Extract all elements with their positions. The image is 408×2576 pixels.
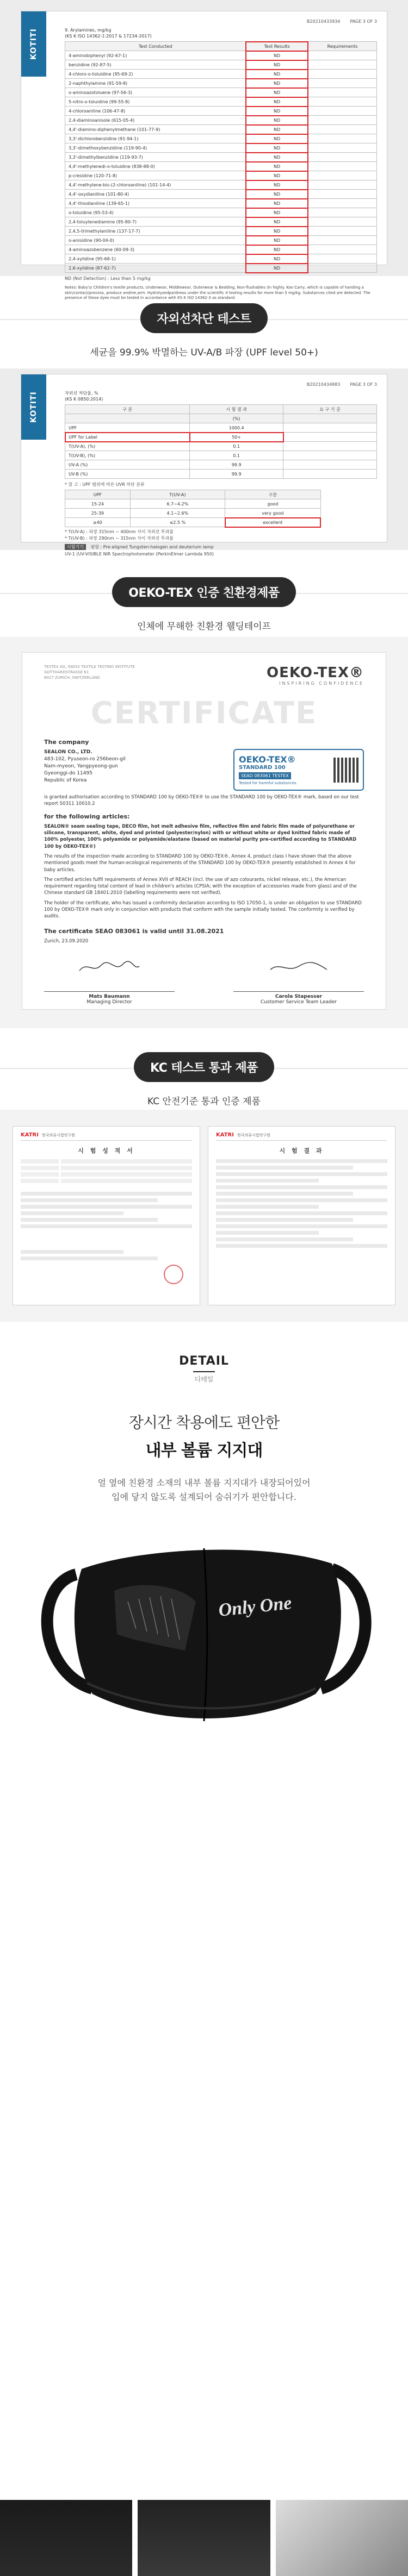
arylamines-report-section — [0, 0, 408, 301]
report-header — [65, 19, 377, 24]
table-row — [65, 208, 377, 217]
table-row — [65, 70, 377, 79]
cert-paragraph: The holder of the certificate, who has issued a conformity declaration according to ISO 17050-1, is under an obligation to use STANDARD 100 by OEKO-TEX® mark only in conjunction with products that conform with the sample initially tested. The conformity is verified by audits. — [44, 900, 362, 920]
row-label: 4-chloro-o-toluidine (95-69-2) — [65, 70, 246, 79]
table-row — [65, 162, 377, 171]
ref-note: * T(UV-B) : 파장 290nm ~ 315nm 사이 자외선 투과율 — [65, 535, 174, 541]
row-requirement — [308, 70, 376, 79]
table-row — [65, 254, 377, 264]
black-mask-illustration — [0, 1509, 408, 1748]
row-value: ND — [246, 107, 308, 116]
certificate-title: CERTIFICATE — [90, 696, 318, 731]
detail-desc-line: 입에 닿지 않도록 설계되어 숨쉬기가 편안합니다. — [112, 1491, 296, 1502]
row-requirement — [308, 180, 376, 190]
table-row — [65, 143, 377, 153]
intro-line: (KS K ISO 14362-1:2017 & 17234-2017) — [65, 34, 152, 39]
table-row — [65, 227, 377, 236]
table-row — [65, 88, 377, 97]
kc-org: 한국의류시험연구원 — [41, 1133, 75, 1137]
address-line: 483-102, Pyuseon-ro 256beon-gil — [44, 756, 126, 762]
row-label: 4,4'-thiodianiline (139-65-1) — [65, 199, 246, 208]
row-value: 1000.4 — [190, 423, 283, 433]
ref-col-header: T(UV-A) — [130, 490, 225, 499]
col-sub — [65, 414, 190, 423]
col-header: 요 구 기 준 — [283, 405, 377, 414]
company-block — [44, 749, 364, 791]
row-label: 3,3'-dimethoxybenzidine (119-90-4) — [65, 143, 246, 153]
kc-test-results — [208, 1126, 395, 1305]
row-value: 99.9 — [190, 460, 283, 470]
uv-report-section — [0, 368, 408, 557]
equip-desc: UV-1 (UV-VISIBLE NIR Spectrophotometer (PerkinElmer Lambda 950) — [65, 551, 214, 557]
signature-right — [233, 960, 364, 1005]
row-requirement — [308, 245, 376, 254]
kotiti-logo: KOTITI — [21, 374, 46, 440]
row-requirement — [283, 470, 377, 479]
row-label: 4-aminobiphenyl (92-67-1) — [65, 51, 246, 60]
table-row — [65, 180, 377, 190]
mask-print-text: Only One — [217, 1593, 293, 1621]
row-value: 99.9 — [190, 470, 283, 479]
table-row — [65, 470, 377, 479]
uv-section-title: 자외선차단 테스트 — [140, 303, 267, 333]
cert-paragraph: The certified articles fulfil requirements of Annex XVII of REACH (incl. the use of azo colourants, nickel release, etc.), the American requirement regarding total content of lead in children's articles (CPSIA; with the exception of accessories made from glass) and of the Chinese standard GB 18401:2010 (labelling requirements were not verified). — [44, 877, 357, 896]
arylamines-table-body — [65, 51, 377, 273]
row-label: 2,4,5-trimethylaniline (137-17-7) — [65, 227, 246, 236]
bottom-photo-strip — [0, 2500, 408, 2576]
detail-line-1: 장시간 착용에도 편안한 — [128, 1414, 280, 1431]
oeko-certificate — [22, 652, 386, 1010]
katri-logo: KATRI — [21, 1132, 39, 1138]
detail-subheading: 디테일 — [194, 1375, 214, 1383]
row-value: ND — [246, 217, 308, 227]
row-label: 4,4'-diamino-diphenylmethane (101-77-9) — [65, 125, 246, 134]
col-sub — [283, 414, 377, 423]
row-requirement — [308, 208, 376, 217]
col-header: 구 분 — [65, 405, 190, 414]
row-value: 0.1 — [190, 442, 283, 451]
table-row — [65, 433, 377, 442]
row-label: 4-chloroaniline (106-47-8) — [65, 107, 246, 116]
badge-line: Tested for harmful substances. — [239, 781, 298, 785]
kc-doc-title: 시 험 결 과 — [279, 1147, 324, 1154]
issuer-line: GOTTHARDSTRASSE 61 — [44, 670, 89, 674]
signature-scribble-icon — [233, 960, 364, 975]
row-label: p-cresidine (120-71-8) — [65, 171, 246, 180]
oeko-tex-logo — [267, 665, 364, 686]
row-value: ND — [246, 116, 308, 125]
signature-scribble-icon — [44, 960, 175, 975]
row-requirement — [308, 143, 376, 153]
col-header: Test Conducted — [65, 42, 246, 51]
table-row — [65, 107, 377, 116]
table-row — [65, 116, 377, 125]
row-label: UPF for Label — [65, 433, 190, 442]
table-row — [65, 245, 377, 254]
row-requirement — [308, 125, 376, 134]
kc-doc-title: 시 험 성 적 서 — [78, 1147, 135, 1154]
place-date: Zurich, 23.09.2020 — [44, 938, 89, 944]
address-line: Nam-myeon, Yangpyeong-gun — [44, 764, 118, 770]
detail-description — [0, 1476, 408, 1504]
ref-cell: 4.1~2.6% — [130, 509, 225, 518]
address-line: SEALON CO., LTD. — [44, 749, 92, 755]
row-label: T(UV-A), (%) — [65, 442, 190, 451]
row-label: UPF — [65, 423, 190, 433]
row-requirement — [308, 88, 376, 97]
issuer-line: 8027 ZURICH, SWITZERLAND — [44, 675, 100, 680]
oeko-logo-tagline: INSPIRING CONFIDENCE — [279, 681, 364, 686]
kotiti-logo: KOTITI — [21, 11, 46, 77]
report-doc-no: B20210434883 — [306, 382, 341, 387]
table-row — [65, 190, 377, 199]
row-label: o-aminoazotoluene (97-56-3) — [65, 88, 246, 97]
row-label: 4,4'-methylene-bis-(2-chloroaniline) (101-14-4) — [65, 180, 246, 190]
ref-note: * T(UV-A) : 파장 315nm ~ 400nm 사이 자외선 투과율 — [65, 529, 174, 535]
kc-doc-header — [21, 1132, 192, 1141]
equip-note — [65, 545, 377, 551]
row-label: 4,4'-oxydianiline (101-80-4) — [65, 190, 246, 199]
cert-paragraph: The results of the inspection made according to STANDARD 100 by OEKO-TEX®, Annex 4, product class I have shown that the above mentioned goods meet the human-ecological requirements of the STANDARD 100 by OEKO-TEX® presently established in Annex 4 for baby articles. — [44, 853, 356, 873]
ref-row — [65, 518, 321, 527]
report-header — [65, 382, 377, 387]
detail-line-2: 내부 볼륨 지지대 — [145, 1441, 263, 1460]
row-value: ND — [246, 79, 308, 88]
detail-desc-line: 얼 옆에 친환경 소재의 내부 볼륨 지지대가 내장되어있어 — [97, 1478, 311, 1488]
row-requirement — [283, 423, 377, 433]
granted-text: is granted authorisation according to STANDARD 100 by OEKO-TEX® to use the STANDARD 100 by OEKO-TEX® mark, based on our test report S0311 10010.2 — [44, 795, 359, 807]
table-row — [65, 451, 377, 460]
standard-100-badge — [233, 749, 364, 791]
row-label: 4,4'-methylenedi-o-toluidine (838-88-0) — [65, 162, 246, 171]
badge-standard: STANDARD 100 — [239, 765, 286, 771]
row-label: 2,6-xylidine (87-62-7) — [65, 264, 246, 273]
row-value: ND — [246, 60, 308, 70]
detail-heading: DETAIL — [179, 1354, 229, 1368]
row-value: ND — [246, 70, 308, 79]
row-value: 0.1 — [190, 451, 283, 460]
kc-info-grid — [21, 1159, 192, 1183]
ref-cell: excellent — [225, 518, 321, 527]
row-requirement — [308, 236, 376, 245]
row-label: 2,4-diaminoanisole (615-05-4) — [65, 116, 246, 125]
certificate-section — [0, 637, 408, 1028]
row-label: 4-aminoazobenzene (60-09-3) — [65, 245, 246, 254]
row-value: ND — [246, 134, 308, 143]
row-label: 2,4-toluylenediamine (95-80-7) — [65, 217, 246, 227]
uv-report — [21, 374, 387, 557]
intro-line: 자외선 차단율, % — [65, 391, 98, 396]
row-value: ND — [246, 264, 308, 273]
kc-section-title: KC 테스트 통과 제품 — [134, 1052, 274, 1082]
row-requirement — [308, 217, 376, 227]
row-value: ND — [246, 143, 308, 153]
col-sub: (%) — [190, 414, 283, 423]
row-label: 3,3'-dimethylbenzidine (119-93-7) — [65, 153, 246, 162]
company-address — [44, 749, 126, 791]
arylamines-table — [65, 41, 377, 273]
table-row — [65, 442, 377, 451]
signer-name: Carola Stapesser — [233, 991, 364, 999]
row-label: 5-nitro-o-toluidine (99-55-8) — [65, 97, 246, 107]
row-value: ND — [246, 162, 308, 171]
intro-line: 9. Arylamines, mg/kg — [65, 28, 112, 33]
signature-left — [44, 960, 175, 1005]
row-requirement — [308, 51, 376, 60]
company-label: The company — [44, 739, 89, 746]
row-value: ND — [246, 227, 308, 236]
seal-stamp-icon — [164, 1265, 183, 1284]
row-value: ND — [246, 180, 308, 190]
ref-cell: 6.7~4.2% — [130, 499, 225, 509]
kc-section-subtitle: KC 안전기준 통과 인증 제품 — [147, 1096, 261, 1107]
uv-table-body — [65, 423, 377, 479]
kc-documents — [0, 1110, 408, 1322]
row-requirement — [308, 60, 376, 70]
table-row — [65, 60, 377, 70]
row-requirement — [308, 153, 376, 162]
report-page: PAGE 3 OF 3 — [350, 19, 377, 24]
uv-section-subtitle: 세균을 99.9% 박멸하는 UV-A/B 파장 (UPF level 50+) — [90, 347, 318, 358]
certificate-top — [44, 665, 364, 686]
ref-cell: ≥40 — [65, 518, 131, 527]
row-requirement — [308, 134, 376, 143]
nd-note: ND (Not Detection) : Less than 5 mg/kg — [65, 276, 151, 282]
row-value: ND — [246, 199, 308, 208]
row-requirement — [308, 171, 376, 180]
row-value: ND — [246, 153, 308, 162]
ref-cell: good — [225, 499, 321, 509]
table-row — [65, 97, 377, 107]
mask-closeup-photo — [0, 2500, 132, 2576]
ref-row — [65, 499, 321, 509]
table-row — [65, 460, 377, 470]
arylamines-report — [21, 11, 387, 301]
oeko-section-title: OEKO-TEX 인증 친환경제품 — [112, 577, 295, 607]
report-notes: Notes: Baby's/ Children's textile products, Underwear, Middlewear, Outerwear & Bedding, Non-flushables (In highly. Koo Carry, which is capable of handing a skin/contact/process, produce andme,arm. Hydrolyzedpardness under the scientific 4 testing results for more than 5 mg/kg. Substances cited are detected. The presence of these dyes must be tested in accordance with KS K ISO 14362-3 as standard. — [65, 285, 370, 301]
table-row — [65, 199, 377, 208]
badge-logo: OEKO-TEX® — [239, 754, 296, 765]
row-value: ND — [246, 51, 308, 60]
ref-cell: 15-24 — [65, 499, 131, 509]
row-label: 2,4-xylidine (95-68-1) — [65, 254, 246, 264]
row-value: ND — [246, 245, 308, 254]
col-header: Test Results — [246, 42, 308, 51]
products-text: SEALON® seam sealing tape, DECO film, hot melt adhesive film, reflective film and fabric film made of polyurethane or silicone, transparent, white, dyed and printed (polyester/nylon) with or without white or dyed knitted fabric made of 100% polyester, 100% polyamide or polyamide/elastane (based on material purity pre-certified according to STANDARD 100 by OEKO-TEX®) — [44, 823, 357, 849]
qr-code-icon — [333, 758, 358, 783]
row-requirement — [308, 79, 376, 88]
row-label: benzidine (92-87-5) — [65, 60, 246, 70]
row-requirement — [308, 162, 376, 171]
row-requirement — [308, 264, 376, 273]
row-label: T(UV-B), (%) — [65, 451, 190, 460]
kc-section-header — [0, 1028, 408, 1110]
table-row — [65, 79, 377, 88]
ref-col-header: UPF — [65, 490, 131, 499]
col-header: Requirements — [308, 42, 376, 51]
row-requirement — [308, 199, 376, 208]
row-label: o-toluidine (95-53-4) — [65, 208, 246, 217]
kc-org: 한국의류시험연구원 — [237, 1133, 270, 1137]
address-line: Republic of Korea — [44, 778, 87, 784]
row-value: 50+ — [190, 433, 283, 442]
detail-section — [0, 1322, 408, 1748]
row-requirement — [283, 451, 377, 460]
table-row — [65, 264, 377, 273]
table-row — [65, 171, 377, 180]
table-row — [65, 423, 377, 433]
row-requirement — [283, 460, 377, 470]
report-intro — [65, 27, 377, 39]
row-value: ND — [246, 190, 308, 199]
row-label: UV-B (%) — [65, 470, 190, 479]
row-value: ND — [246, 125, 308, 134]
uv-reference-body — [65, 499, 321, 527]
issuer-line: TESTEX AG, SWISS TEXTILE TESTING INSTITUTE — [44, 665, 135, 669]
products-label: for the following articles: — [44, 812, 130, 820]
row-requirement — [308, 227, 376, 236]
table-row — [65, 236, 377, 245]
address-line: Gyeonggi-do 11495 — [44, 771, 92, 777]
signatures — [44, 960, 364, 1005]
signer-role: Managing Director — [86, 999, 132, 1005]
row-label: UV-A (%) — [65, 460, 190, 470]
uv-reference-table — [65, 490, 321, 527]
row-value: ND — [246, 171, 308, 180]
row-requirement — [308, 97, 376, 107]
report-page: PAGE 3 OF 3 — [350, 382, 377, 387]
row-requirement — [283, 433, 377, 442]
intro-line: (KS K 0850:2014) — [65, 397, 103, 402]
row-requirement — [283, 442, 377, 451]
ref-cell: 25-39 — [65, 509, 131, 518]
mask-closeup-photo — [276, 2500, 408, 2576]
issuer-address — [44, 665, 135, 680]
col-header: 시 험 결 과 — [190, 405, 283, 414]
table-row — [65, 134, 377, 143]
row-value: ND — [246, 208, 308, 217]
row-label: 2-naphthylamine (91-59-8) — [65, 79, 246, 88]
table-row — [65, 153, 377, 162]
ref-cell: ≤2.5 % — [130, 518, 225, 527]
row-requirement — [308, 254, 376, 264]
row-requirement — [308, 116, 376, 125]
mask-image — [0, 1509, 408, 1748]
row-requirement — [308, 107, 376, 116]
ref-cell: very good — [225, 509, 321, 518]
table-row — [65, 217, 377, 227]
oeko-section-subtitle: 인체에 무해한 친환경 웰딩테이프 — [137, 621, 271, 632]
mask-closeup-photo — [138, 2500, 270, 2576]
oeko-section-header — [0, 550, 408, 637]
oeko-logo-text: OEKO-TEX® — [267, 665, 364, 681]
row-value: ND — [246, 97, 308, 107]
equip-label: 시험기기 — [65, 544, 86, 550]
certificate-validity: The certificate SEAO 083061 is valid until 31.08.2021 — [44, 927, 224, 935]
uv-table — [65, 404, 377, 479]
row-requirement — [308, 190, 376, 199]
kc-test-report — [13, 1126, 200, 1305]
ref-caption: * 참 고 : UPF 범위에 따른 UVR 차단 분류 — [65, 482, 145, 487]
kc-doc-header — [216, 1132, 387, 1141]
ref-row — [65, 509, 321, 518]
signer-role: Customer Service Team Leader — [260, 999, 337, 1005]
katri-logo: KATRI — [216, 1132, 234, 1138]
row-value: ND — [246, 88, 308, 97]
report-intro — [65, 390, 377, 402]
reagent-note: 광원 : Pre-aligned Tungsten-halogen and deuterium lamp — [90, 544, 214, 549]
table-row — [65, 51, 377, 60]
table-row — [65, 125, 377, 134]
signer-name: Mats Baumann — [44, 991, 175, 999]
ref-col-header: 구분 — [225, 490, 321, 499]
report-doc-no: B20210433934 — [306, 19, 341, 24]
row-value: ND — [246, 236, 308, 245]
row-value: ND — [246, 254, 308, 264]
row-label: o-anisidine (90-04-0) — [65, 236, 246, 245]
detail-rule — [193, 1371, 215, 1372]
row-label: 3,3'-dichlorobenzidine (91-94-1) — [65, 134, 246, 143]
badge-number: SEAO 083061 TESTEX — [239, 772, 291, 779]
